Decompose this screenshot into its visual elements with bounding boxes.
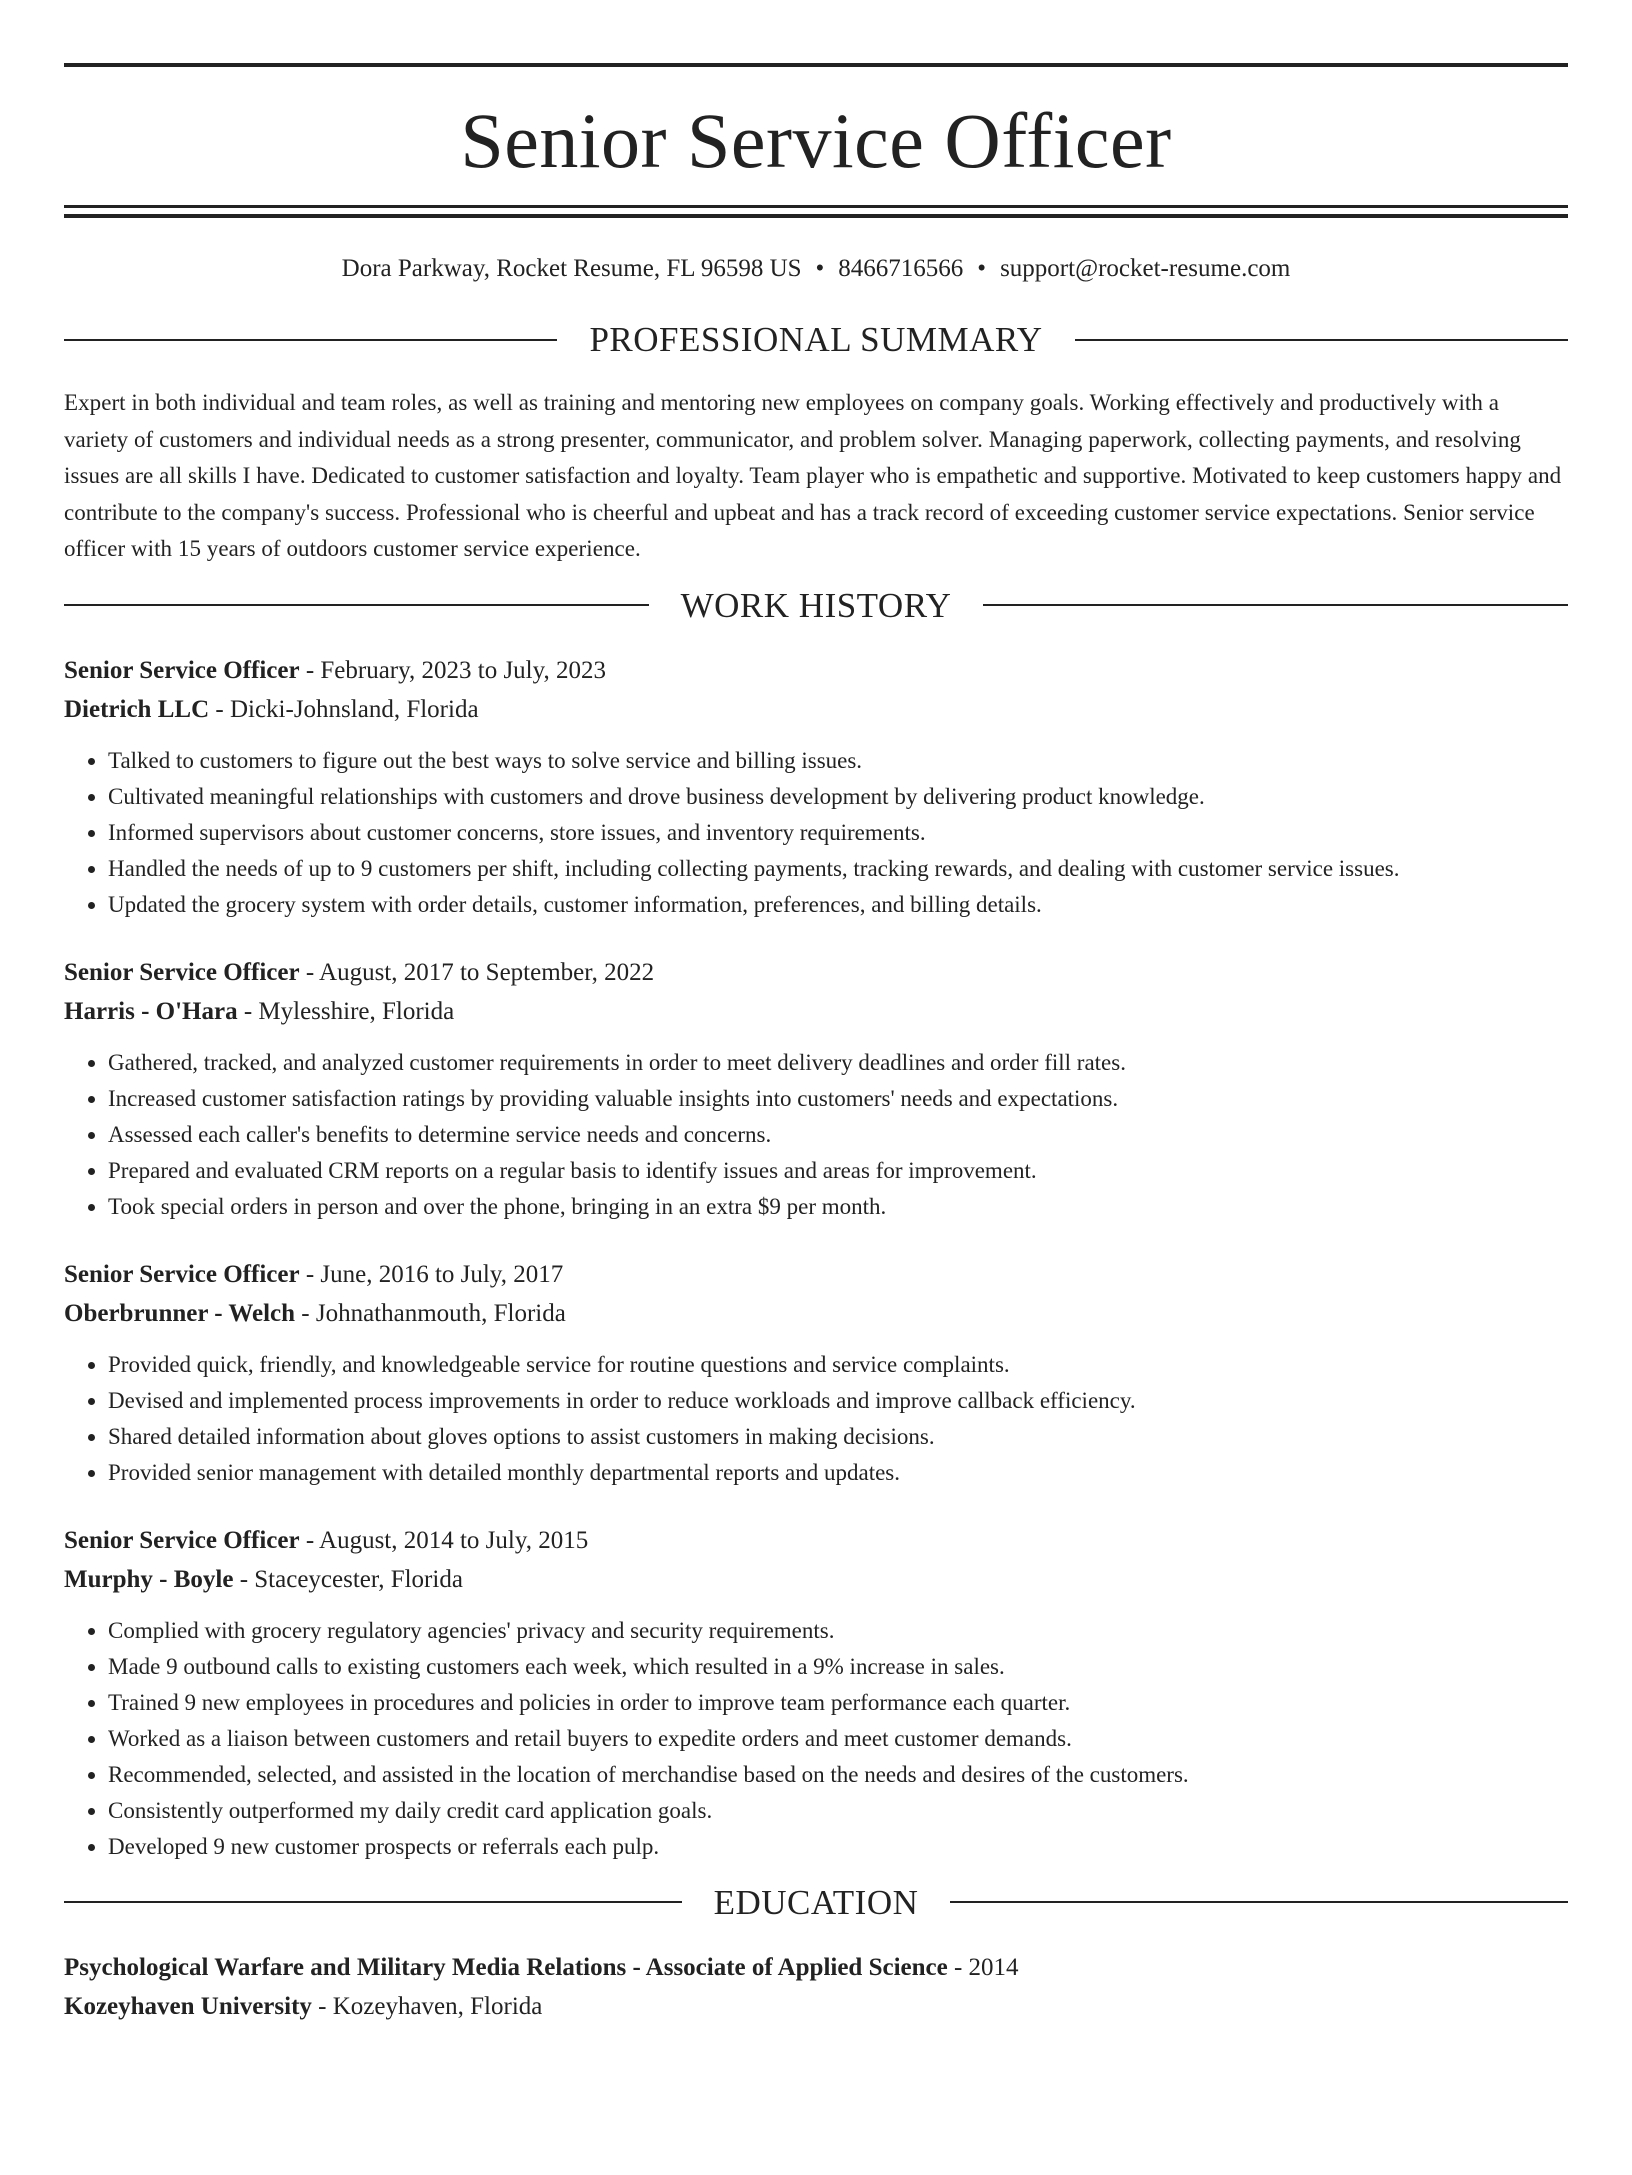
contact-address: Dora Parkway, Rocket Resume, FL 96598 US bbox=[341, 255, 802, 282]
job-bullets bbox=[64, 1347, 1568, 1491]
job-location: - Mylesshire, Florida bbox=[237, 997, 455, 1025]
job-bullet: • Shared detailed information about gloves options to assist customers in making decisions. bbox=[108, 1419, 1568, 1455]
summary-title: PROFESSIONAL SUMMARY bbox=[589, 320, 1043, 359]
job-company: Oberbrunner - Welch bbox=[64, 1299, 296, 1327]
job-location: - Johnathanmouth, Florida bbox=[295, 1299, 566, 1327]
summary-text: Expert in both individual and team roles, as well as training and mentoring new employees on company goals. Working effectively and productively with a variety of customers and individual needs as a strong presenter, communicator, and problem solver. Managing paperwork, collecting payments, and resolving issues are all skills I have. Dedicated to customer satisfaction and loyalty. Team player who is empathetic and supportive. Motivated to keep customers happy and contribute to the company's success. Professional who is cheerful and upbeat and has a track record of exceeding customer service expectations. Senior service officer with 15 years of outdoors customer service experience. bbox=[64, 390, 1562, 561]
contact-email: support@rocket-resume.com bbox=[1000, 255, 1291, 282]
job-dates: - August, 2014 to July, 2015 bbox=[299, 1526, 589, 1554]
job-role-line bbox=[64, 953, 1568, 992]
education-degree: Psychological Warfare and Military Media Relations - Associate of Applied Science bbox=[64, 1953, 948, 1981]
education-heading bbox=[64, 1882, 1568, 1922]
job-bullet: • Took special orders in person and over the phone, bringing in an extra $9 per month. bbox=[108, 1189, 1568, 1225]
job-entry bbox=[64, 1255, 1568, 1491]
job-bullet: • Informed supervisors about customer concerns, store issues, and inventory requirements. bbox=[108, 815, 1568, 851]
job-role: Senior Service Officer bbox=[64, 1526, 300, 1554]
job-bullet: • Devised and implemented process improvements in order to reduce workloads and improve callback efficiency. bbox=[108, 1383, 1568, 1419]
job-company-line bbox=[64, 690, 1568, 729]
resume-page bbox=[0, 63, 1632, 2175]
job-company-line bbox=[64, 992, 1568, 1031]
job-entry bbox=[64, 651, 1568, 923]
job-bullet: • Complied with grocery regulatory agencies' privacy and security requirements. bbox=[108, 1613, 1568, 1649]
job-entry bbox=[64, 1521, 1568, 1865]
job-company-line bbox=[64, 1294, 1568, 1333]
job-dates: - June, 2016 to July, 2017 bbox=[299, 1260, 564, 1288]
job-location: - Dicki-Johnsland, Florida bbox=[209, 695, 479, 723]
job-bullet: • Trained 9 new employees in procedures and policies in order to improve team performance each quarter. bbox=[108, 1685, 1568, 1721]
job-company-line bbox=[64, 1560, 1568, 1599]
education-degree-line bbox=[64, 1948, 1568, 1987]
job-bullets bbox=[64, 1045, 1568, 1225]
job-entry bbox=[64, 953, 1568, 1225]
job-bullet: • Cultivated meaningful relationships with customers and drove business development by delivering product knowledge. bbox=[108, 779, 1568, 815]
job-bullet: • Updated the grocery system with order details, customer information, preferences, and billing details. bbox=[108, 887, 1568, 923]
job-company: Dietrich LLC bbox=[64, 695, 210, 723]
job-bullet: • Prepared and evaluated CRM reports on a regular basis to identify issues and areas for improvement. bbox=[108, 1153, 1568, 1189]
education-year: - 2014 bbox=[947, 1953, 1019, 1981]
education-school: Kozeyhaven University bbox=[64, 1992, 312, 2020]
job-bullet: • Provided quick, friendly, and knowledgeable service for routine questions and service complaints. bbox=[108, 1347, 1568, 1383]
job-bullet: • Handled the needs of up to 9 customers per shift, including collecting payments, tracking rewards, and dealing with customer service issues. bbox=[108, 851, 1568, 887]
education-school-line bbox=[64, 1987, 1568, 2026]
job-bullet: • Developed 9 new customer prospects or referrals each pulp. bbox=[108, 1829, 1568, 1865]
job-role: Senior Service Officer bbox=[64, 958, 300, 986]
title-double-rule bbox=[64, 205, 1568, 218]
job-dates: - August, 2017 to September, 2022 bbox=[299, 958, 655, 986]
job-company: Harris - O'Hara bbox=[64, 997, 238, 1025]
job-role-line bbox=[64, 1255, 1568, 1294]
job-bullet: • Consistently outperformed my daily credit card application goals. bbox=[108, 1793, 1568, 1829]
job-bullet: • Made 9 outbound calls to existing customers each week, which resulted in a 9% increase in sales. bbox=[108, 1649, 1568, 1685]
job-bullet: • Assessed each caller's benefits to determine service needs and concerns. bbox=[108, 1117, 1568, 1153]
work-heading bbox=[64, 585, 1568, 625]
job-role: Senior Service Officer bbox=[64, 1260, 300, 1288]
job-role-line bbox=[64, 651, 1568, 690]
work-history-list bbox=[64, 651, 1568, 1865]
job-location: - Staceycester, Florida bbox=[233, 1565, 463, 1593]
job-bullet: • Recommended, selected, and assisted in the location of merchandise based on the needs and desires of the customers. bbox=[108, 1757, 1568, 1793]
job-bullet: • Worked as a liaison between customers and retail buyers to expedite orders and meet customer demands. bbox=[108, 1721, 1568, 1757]
education-location: - Kozeyhaven, Florida bbox=[311, 1992, 543, 2020]
job-bullet: • Talked to customers to figure out the best ways to solve service and billing issues. bbox=[108, 743, 1568, 779]
contact-phone: 8466716566 bbox=[838, 255, 964, 282]
job-bullet: • Gathered, tracked, and analyzed customer requirements in order to meet delivery deadlines and order fill rates. bbox=[108, 1045, 1568, 1081]
job-bullets bbox=[64, 743, 1568, 923]
contact-line bbox=[64, 254, 1568, 284]
job-bullet: • Increased customer satisfaction ratings by providing valuable insights into customers' needs and expectations. bbox=[108, 1081, 1568, 1117]
contact-separator: • bbox=[815, 255, 825, 282]
job-company: Murphy - Boyle bbox=[64, 1565, 234, 1593]
education-title: EDUCATION bbox=[713, 1882, 919, 1922]
job-bullet: • Provided senior management with detailed monthly departmental reports and updates. bbox=[108, 1455, 1568, 1491]
job-role: Senior Service Officer bbox=[64, 656, 300, 684]
contact-separator: • bbox=[977, 255, 987, 282]
job-dates: - February, 2023 to July, 2023 bbox=[299, 656, 607, 684]
job-role-line bbox=[64, 1521, 1568, 1560]
resume-title: Senior Service Officer bbox=[460, 97, 1172, 184]
job-bullets bbox=[64, 1613, 1568, 1865]
work-title: WORK HISTORY bbox=[680, 585, 952, 625]
summary-heading bbox=[64, 322, 1568, 357]
education-entry bbox=[64, 1948, 1568, 2026]
